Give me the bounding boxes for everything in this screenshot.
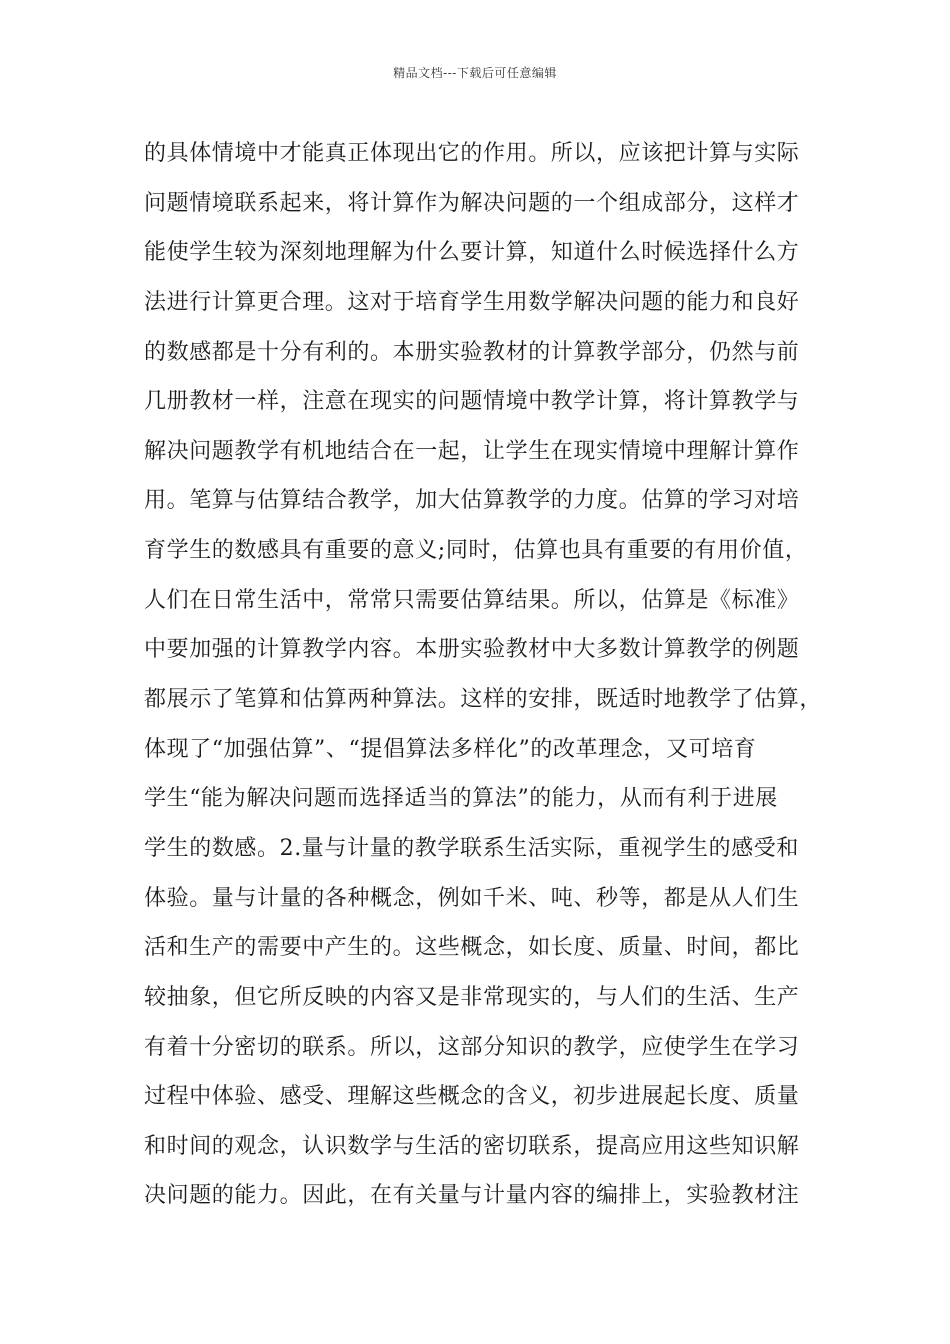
- text-line: 的数感都是十分有利的。本册实验教材的计算教学部分，仍然与前: [144, 339, 800, 365]
- text-line: 有着十分密切的联系。所以，这部分知识的教学，应使学生在学习: [144, 1034, 800, 1060]
- document-body: [144, 129, 823, 1221]
- text-line: 法进行计算更合理。这对于培育学生用数学解决问题的能力和良好: [144, 289, 800, 315]
- text-line: 问题情境联系起来，将计算作为解决问题的一个组成部分，这样才: [144, 190, 800, 216]
- text-line: 用。笔算与估算结合教学，加大估算教学的力度。估算的学习对培: [144, 488, 800, 514]
- text-line: 都展示了笔算和估算两种算法。这样的安排，既适时地教学了估算，: [144, 687, 823, 713]
- page-header: 精品文档---下载后可任意编辑: [393, 66, 557, 80]
- text-line: 育学生的数感具有重要的意义;同时，估算也具有重要的有用价值，: [144, 538, 808, 564]
- text-line: 体验。量与计量的各种概念，例如千米、吨、秒等，都是从人们生: [144, 885, 800, 911]
- text-line: 学生的数感。2.量与计量的教学联系生活实际，重视学生的感受和: [144, 835, 799, 861]
- text-line: 人们在日常生活中，常常只需要估算结果。所以，估算是《标准》: [144, 587, 800, 613]
- text-line: 过程中体验、感受、理解这些概念的含义，初步进展起长度、质量: [144, 1084, 800, 1110]
- text-line: 决问题的能力。因此，在有关量与计量内容的编排上，实验教材注: [144, 1183, 800, 1209]
- text-line: 活和生产的需要中产生的。这些概念，如长度、质量、时间，都比: [144, 935, 800, 961]
- text-line: 学生“能为解决问题而选择适当的算法”的能力，从而有利于进展: [144, 786, 778, 812]
- text-line: 较抽象，但它所反映的内容又是非常现实的，与人们的生活、生产: [144, 984, 800, 1010]
- text-line: 能使学生较为深刻地理解为什么要计算，知道什么时候选择什么方: [144, 240, 800, 266]
- text-line: 几册教材一样，注意在现实的问题情境中教学计算，将计算教学与: [144, 389, 800, 415]
- text-line: 的具体情境中才能真正体现出它的作用。所以，应该把计算与实际: [144, 141, 800, 166]
- text-line: 中要加强的计算教学内容。本册实验教材中大多数计算教学的例题: [144, 637, 800, 663]
- text-line: 体现了“加强估算”、“提倡算法多样化”的改革理念，又可培育: [144, 736, 757, 762]
- text-line: 和时间的观念，认识数学与生活的密切联系，提高应用这些知识解: [144, 1133, 800, 1159]
- text-line: 解决问题教学有机地结合在一起，让学生在现实情境中理解计算作: [144, 438, 800, 464]
